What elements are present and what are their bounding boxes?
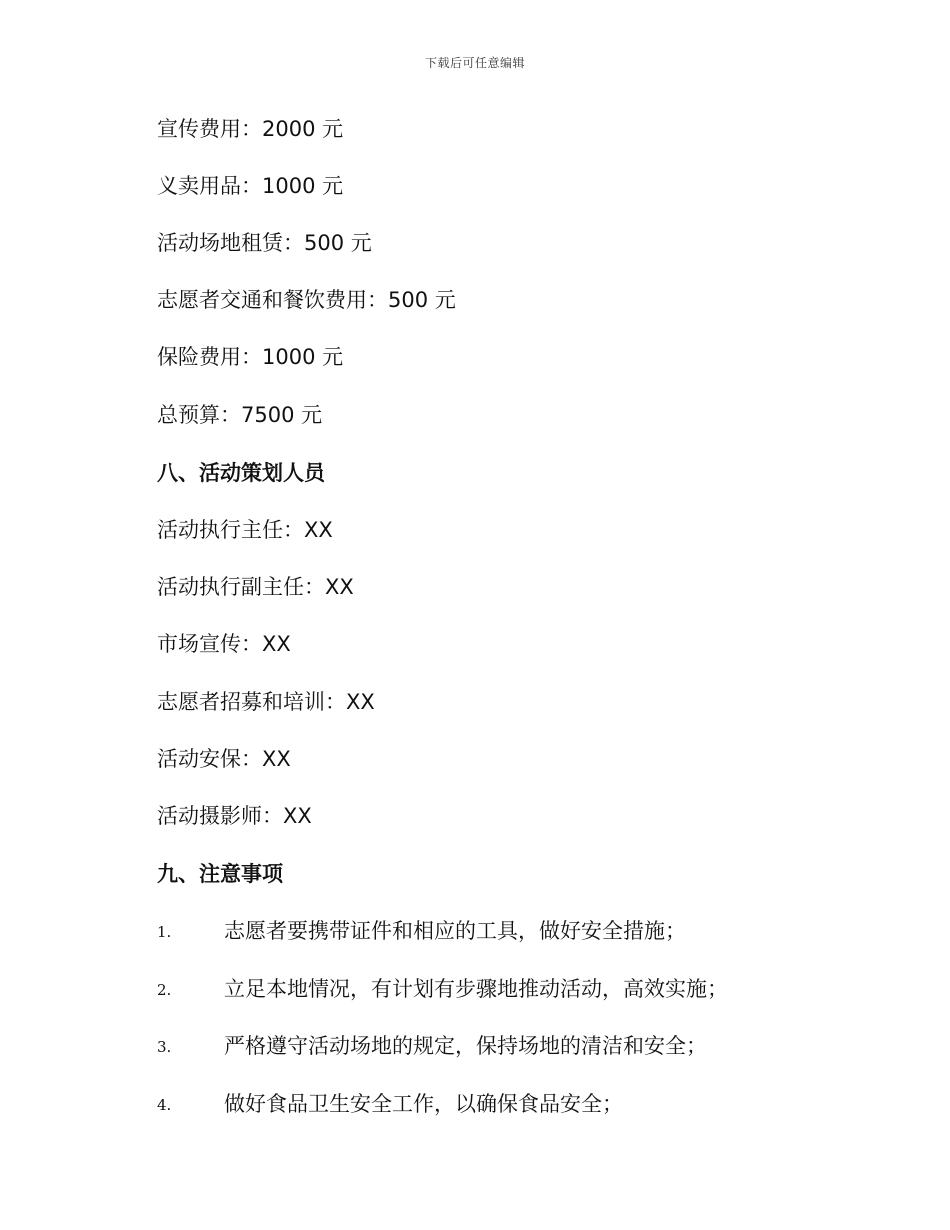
list-item-number: 4. bbox=[157, 1096, 172, 1114]
section-heading-notes: 九、注意事项 bbox=[157, 862, 283, 886]
staff-item-photographer: 活动摄影师：XX bbox=[157, 804, 312, 828]
budget-item-publicity: 宣传费用：2000 元 bbox=[157, 117, 344, 141]
budget-item-charity-sale: 义卖用品：1000 元 bbox=[157, 174, 344, 198]
budget-item-venue-rental: 活动场地租赁：500 元 bbox=[157, 231, 372, 255]
list-item-number: 1. bbox=[157, 923, 172, 941]
list-item-text: 严格遵守活动场地的规定，保持场地的清洁和安全； bbox=[224, 1034, 707, 1058]
budget-item-total: 总预算：7500 元 bbox=[157, 403, 323, 427]
list-item-number: 2. bbox=[157, 981, 172, 999]
page-header-note: 下载后可任意编辑 bbox=[424, 56, 525, 70]
list-item-text: 志愿者要携带证件和相应的工具，做好安全措施； bbox=[224, 919, 686, 943]
section-heading-planning-staff: 八、活动策划人员 bbox=[157, 461, 325, 485]
staff-item-director: 活动执行主任：XX bbox=[157, 518, 333, 542]
staff-item-marketing: 市场宣传：XX bbox=[157, 632, 291, 656]
budget-item-insurance: 保险费用：1000 元 bbox=[157, 345, 344, 369]
staff-item-volunteer-recruitment: 志愿者招募和培训：XX bbox=[157, 690, 375, 714]
list-item-text: 做好食品卫生安全工作，以确保食品安全； bbox=[224, 1092, 623, 1116]
budget-item-volunteer-transport: 志愿者交通和餐饮费用：500 元 bbox=[157, 288, 456, 312]
list-item-text: 立足本地情况，有计划有步骤地推动活动，高效实施； bbox=[224, 977, 728, 1001]
staff-item-security: 活动安保：XX bbox=[157, 747, 291, 771]
staff-item-deputy-director: 活动执行副主任：XX bbox=[157, 575, 354, 599]
list-item-number: 3. bbox=[157, 1038, 172, 1056]
